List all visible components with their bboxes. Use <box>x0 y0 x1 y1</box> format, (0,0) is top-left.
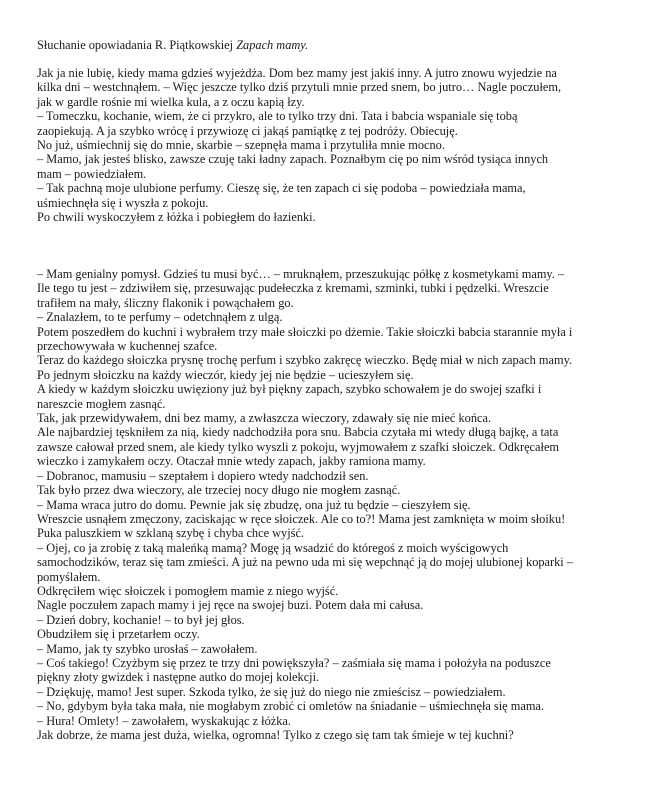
text-line: uśmiechnęła się i wyszła z pokoju. <box>37 195 209 210</box>
text-line: – Mama wraca jutro do domu. Pewnie jak się zbudzę, ona już tu będzie – cieszyłem się. <box>37 497 471 512</box>
story-part-1 <box>37 66 623 224</box>
text-line: mam – powiedziałem. <box>37 166 147 181</box>
text-line: Po chwili wyskoczyłem z łóżka i pobiegłem do łazienki. <box>37 210 316 225</box>
story-title: Zapach mamy. <box>236 38 309 52</box>
text-line: Wreszcie usnąłem zmęczony, zaciskając w ręce słoiczek. Ale co to?! Mama jest zamknięta w moim słoiku! <box>37 511 566 526</box>
text-line: pomyślałem. <box>37 569 101 584</box>
text-line: samochodzików, teraz się tam zmieści. A już na pewno uda mi się wepchnąć ją do mojej ulubionej koparki – <box>37 555 573 570</box>
text-line: – Dobranoc, mamusiu – szeptałem i dopiero wtedy nadchodził sen. <box>37 468 369 483</box>
story-heading <box>37 38 637 52</box>
text-line: Nagle poczułem zapach mamy i jej ręce na swojej buzi. Potem dała mi całusa. <box>37 598 424 613</box>
text-line: – Tak pachną moje ulubione perfumy. Cieszę się, że ten zapach ci się podoba – powiedziała mama, <box>37 181 526 196</box>
heading-prefix: Słuchanie opowiadania R. Piątkowskiej <box>37 38 237 52</box>
text-line: jak w gardle rośnie mi wielka kula, a z oczu kapią łzy. <box>37 94 305 109</box>
text-line: nareszcie mogłem zasnąć. <box>37 396 166 411</box>
text-line: Tak, jak przewidywałem, dni bez mamy, a zwłaszcza wieczory, zdawały się nie mieć końca. <box>37 411 492 426</box>
text-line: kilka dni – westchnąłem. – Więc jeszcze tylko dziś przytuli mnie przed snem, bo jutro… Nagle poczułem, <box>37 80 562 95</box>
text-line: Odkręciłem więc słoiczek i pomogłem mamie z niego wyjść. <box>37 583 339 598</box>
text-line: Jak ja nie lubię, kiedy mama gdzieś wyjeżdża. Dom bez mamy jest jakiś inny. A jutro znowu wyjedzie na <box>37 66 557 80</box>
text-line: – Dzień dobry, kochanie! – to był jej głos. <box>37 612 245 627</box>
text-line: – Mamo, jak jesteś blisko, zawsze czuję taki ładny zapach. Poznałbym cię po nim wśród tysiąca innych <box>37 152 549 167</box>
text-line: – Mam genialny pomysł. Gdzieś tu musi być… – mruknąłem, przeszukując półkę z kosmetykami mamy. – <box>37 267 565 281</box>
text-line: – No, gdybym była taka mała, nie mogłabym zrobić ci omletów na śniadanie – uśmiechnęła się mama. <box>37 699 544 714</box>
text-line: – Mamo, jak ty szybko urosłaś – zawołałem. <box>37 641 258 656</box>
text-line: Obudziłem się i przetarłem oczy. <box>37 627 200 642</box>
text-line: Teraz do każdego słoiczka prysnę trochę perfum i szybko zakręcę wieczko. Będę miał w nich zapach mamy. <box>37 353 573 368</box>
text-line: Potem poszedłem do kuchni i wybrałem trzy małe słoiczki po dżemie. Takie słoiczki babcia starannie myła i <box>37 324 573 339</box>
text-line: zaopiekują. A ja szybko wrócę i przywiozę ci jakąś pamiątkę z tej podróży. Obiecuję. <box>37 123 458 138</box>
text-line: przechowywała w kuchennej szafce. <box>37 339 218 354</box>
text-line: wieczko i zamykałem oczy. Otaczał mnie wtedy zapach, jakby ramiona mamy. <box>37 454 426 469</box>
text-line: No już, uśmiechnij się do mnie, skarbie – szepnęła mama i przytuliła mnie mocno. <box>37 138 445 153</box>
text-line: Ile tego tu jest – zdziwiłem się, przesuwając pudełeczka z kremami, szminki, tubki i pędzelki. Wreszcie <box>37 281 549 296</box>
text-line: – Dziękuję, mamo! Jest super. Szkoda tylko, że się już do niego nie zmieścisz – powiedziałem. <box>37 684 506 699</box>
text-line: – Znalazłem, to te perfumy – odetchnąłem z ulgą. <box>37 310 283 325</box>
text-line: Puka paluszkiem w szklaną szybę i chyba chce wyjść. <box>37 526 305 541</box>
text-line: – Hura! Omlety! – zawołałem, wyskakując z łóżka. <box>37 713 291 728</box>
text-line: Jak dobrze, że mama jest duża, wielka, ogromna! Tylko z czego się tam tak śmieje w tej kuchni? <box>37 728 514 742</box>
text-line: Po jednym słoiczku na każdy wieczór, kiedy jej nie będzie – ucieszyłem się. <box>37 367 414 382</box>
text-line: trafiłem na mały, śliczny flakonik i powąchałem go. <box>37 295 294 310</box>
text-line: – Ojej, co ja zrobię z taką maleńką mamą? Mogę ją wsadzić do któregoś z moich wyścigowych <box>37 540 509 555</box>
text-line: zawsze całował przed snem, ale kiedy tylko wyszli z pokoju, wyjmowałem z szafki słoiczek. Odkręcałem <box>37 439 560 454</box>
story-part-2 <box>37 267 623 742</box>
text-line: – Tomeczku, kochanie, wiem, że ci przykro, ale to tylko trzy dni. Tata i babcia wspaniale się tobą <box>37 109 518 124</box>
text-line: A kiedy w każdym słoiczku uwięziony już był piękny zapach, szybko schowałem je do swojej szafki i <box>37 382 542 397</box>
text-line: – Coś takiego! Czyżbym się przez te trzy dni powiększyła? – zaśmiała się mama i położyła na poduszce <box>37 655 551 670</box>
text-line: piękny złoty gwizdek i następne autko do mojej kolekcji. <box>37 670 320 685</box>
text-line: Tak było przez dwa wieczory, ale trzeciej nocy długo nie mogłem zasnąć. <box>37 483 401 498</box>
text-line: Ale najbardziej tęskniłem za nią, kiedy nadchodziła pora snu. Babcia czytała mi wtedy długą bajkę, a tata <box>37 425 559 440</box>
